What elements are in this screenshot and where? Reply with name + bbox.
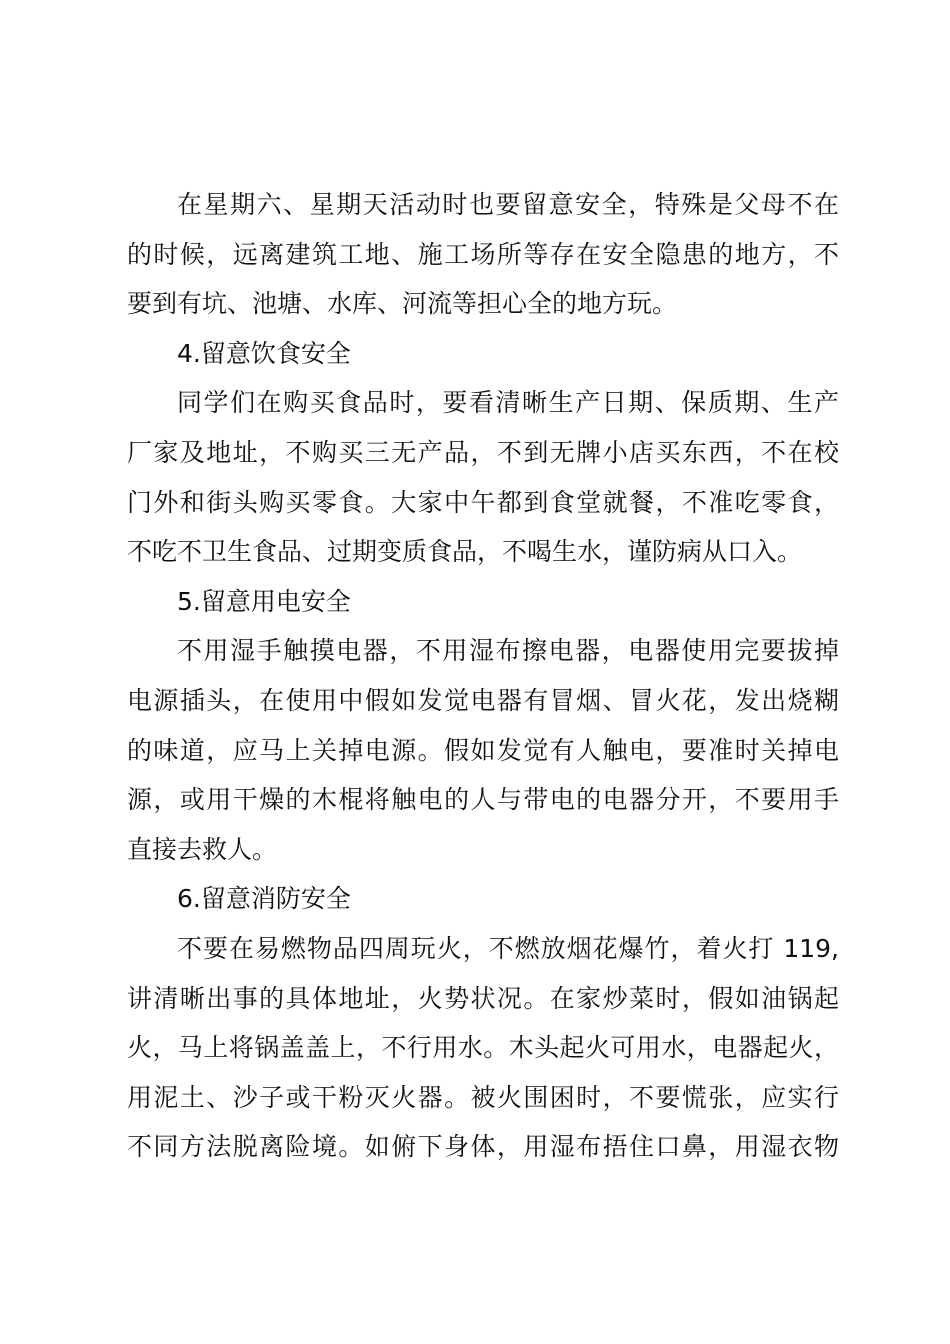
paragraph-food-safety-line-2: 厂家及地址，不购买三无产品，不到无牌小店买东西，不在校 bbox=[127, 437, 839, 467]
paragraph-electric-safety-line-4: 源，或用干燥的木棍将触电的人与带电的电器分开，不要用手 bbox=[127, 785, 839, 815]
paragraph-fire-safety-line-4: 用泥土、沙子或干粉灭火器。被火围困时，不要慌张，应实行 bbox=[127, 1082, 839, 1112]
paragraph-fire-safety-line-2: 讲清晰出事的具体地址，火势状况。在家炒菜时，假如油锅起 bbox=[127, 983, 839, 1013]
paragraph-electric-safety-line-3: 的味道，应马上关掉电源。假如发觉有人触电，要准时关掉电 bbox=[127, 735, 839, 765]
document-body bbox=[127, 180, 839, 1172]
section-heading-fire-safety: 6.留意消防安全 bbox=[177, 884, 351, 914]
paragraph-electric-safety-line-1: 不用湿手触摸电器，不用湿布擦电器，电器使用完要拔掉 bbox=[177, 636, 839, 666]
paragraph-fire-safety-line-5: 不同方法脱离险境。如俯下身体，用湿布捂住口鼻，用湿衣物 bbox=[127, 1132, 839, 1162]
paragraph-food-safety-line-3: 门外和街头购买零食。大家中午都到食堂就餐，不准吃零食， bbox=[127, 487, 839, 517]
section-heading-electric-safety: 5.留意用电安全 bbox=[177, 586, 351, 616]
paragraph-food-safety-line-4: 不吃不卫生食品、过期变质食品，不喝生水，谨防病从口入。 bbox=[127, 537, 803, 567]
paragraph-weekend-safety-line-1: 在星期六、星期天活动时也要留意安全，特殊是父母不在 bbox=[177, 190, 839, 219]
paragraph-weekend-safety-line-3: 要到有坑、池塘、水库、河流等担心全的地方玩。 bbox=[127, 289, 678, 319]
paragraph-fire-safety-line-3: 火，马上将锅盖盖上，不行用水。木头起火可用水，电器起火， bbox=[127, 1033, 839, 1063]
paragraph-food-safety-line-1: 同学们在购买食品时，要看清晰生产日期、保质期、生产 bbox=[177, 388, 839, 418]
section-heading-food-safety: 4.留意饮食安全 bbox=[177, 338, 351, 368]
paragraph-weekend-safety-line-2: 的时候，远离建筑工地、施工场所等存在安全隐患的地方，不 bbox=[127, 239, 839, 269]
paragraph-electric-safety-line-5: 直接去救人。 bbox=[127, 834, 278, 864]
paragraph-fire-safety-line-1: 不要在易燃物品四周玩火，不燃放烟花爆竹，着火打 119, bbox=[177, 933, 839, 963]
paragraph-electric-safety-line-2: 电源插头，在使用中假如发觉电器有冒烟、冒火花，发出烧糊 bbox=[127, 685, 839, 715]
